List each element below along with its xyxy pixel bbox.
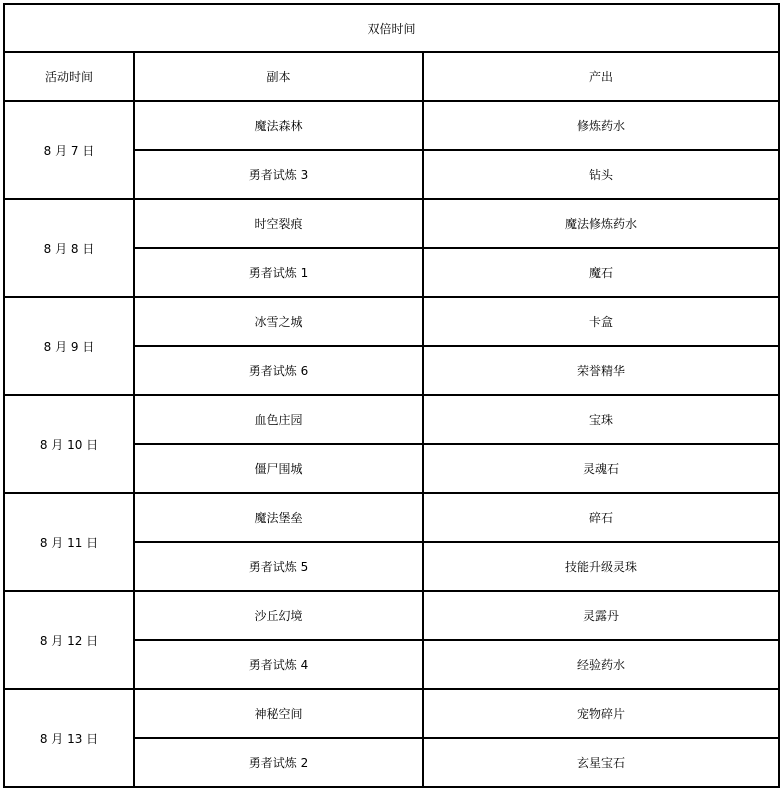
dungeon-cell: 勇者试炼 1 — [134, 248, 423, 297]
header-output: 产出 — [423, 52, 779, 101]
output-cell: 碎石 — [423, 493, 779, 542]
title-row — [4, 4, 779, 52]
dungeon-cell: 时空裂痕 — [134, 199, 423, 248]
table-row — [4, 689, 779, 738]
output-cell: 灵露丹 — [423, 591, 779, 640]
date-cell: 8 月 9 日 — [4, 297, 134, 395]
dungeon-cell: 魔法堡垒 — [134, 493, 423, 542]
dungeon-cell: 勇者试炼 3 — [134, 150, 423, 199]
output-cell: 魔石 — [423, 248, 779, 297]
dungeon-cell: 冰雪之城 — [134, 297, 423, 346]
output-cell: 灵魂石 — [423, 444, 779, 493]
date-cell: 8 月 13 日 — [4, 689, 134, 787]
table-row — [4, 493, 779, 542]
dungeon-cell: 沙丘幻境 — [134, 591, 423, 640]
dungeon-cell: 勇者试炼 6 — [134, 346, 423, 395]
output-cell: 荣誉精华 — [423, 346, 779, 395]
table-title: 双倍时间 — [4, 4, 779, 52]
header-date: 活动时间 — [4, 52, 134, 101]
table-row — [4, 297, 779, 346]
output-cell: 魔法修炼药水 — [423, 199, 779, 248]
dungeon-cell: 勇者试炼 2 — [134, 738, 423, 787]
date-cell: 8 月 7 日 — [4, 101, 134, 199]
date-cell: 8 月 10 日 — [4, 395, 134, 493]
date-cell: 8 月 12 日 — [4, 591, 134, 689]
date-cell: 8 月 8 日 — [4, 199, 134, 297]
output-cell: 玄星宝石 — [423, 738, 779, 787]
table-row — [4, 199, 779, 248]
dungeon-cell: 勇者试炼 4 — [134, 640, 423, 689]
header-row — [4, 52, 779, 101]
table-row — [4, 591, 779, 640]
dungeon-cell: 勇者试炼 5 — [134, 542, 423, 591]
header-dungeon: 副本 — [134, 52, 423, 101]
table-row — [4, 395, 779, 444]
output-cell: 宝珠 — [423, 395, 779, 444]
dungeon-cell: 魔法森林 — [134, 101, 423, 150]
output-cell: 宠物碎片 — [423, 689, 779, 738]
output-cell: 修炼药水 — [423, 101, 779, 150]
output-cell: 钻头 — [423, 150, 779, 199]
date-cell: 8 月 11 日 — [4, 493, 134, 591]
double-time-table — [3, 3, 780, 788]
dungeon-cell: 僵尸围城 — [134, 444, 423, 493]
output-cell: 经验药水 — [423, 640, 779, 689]
table-body — [4, 4, 779, 787]
output-cell: 卡盒 — [423, 297, 779, 346]
table-row — [4, 101, 779, 150]
dungeon-cell: 血色庄园 — [134, 395, 423, 444]
output-cell: 技能升级灵珠 — [423, 542, 779, 591]
dungeon-cell: 神秘空间 — [134, 689, 423, 738]
